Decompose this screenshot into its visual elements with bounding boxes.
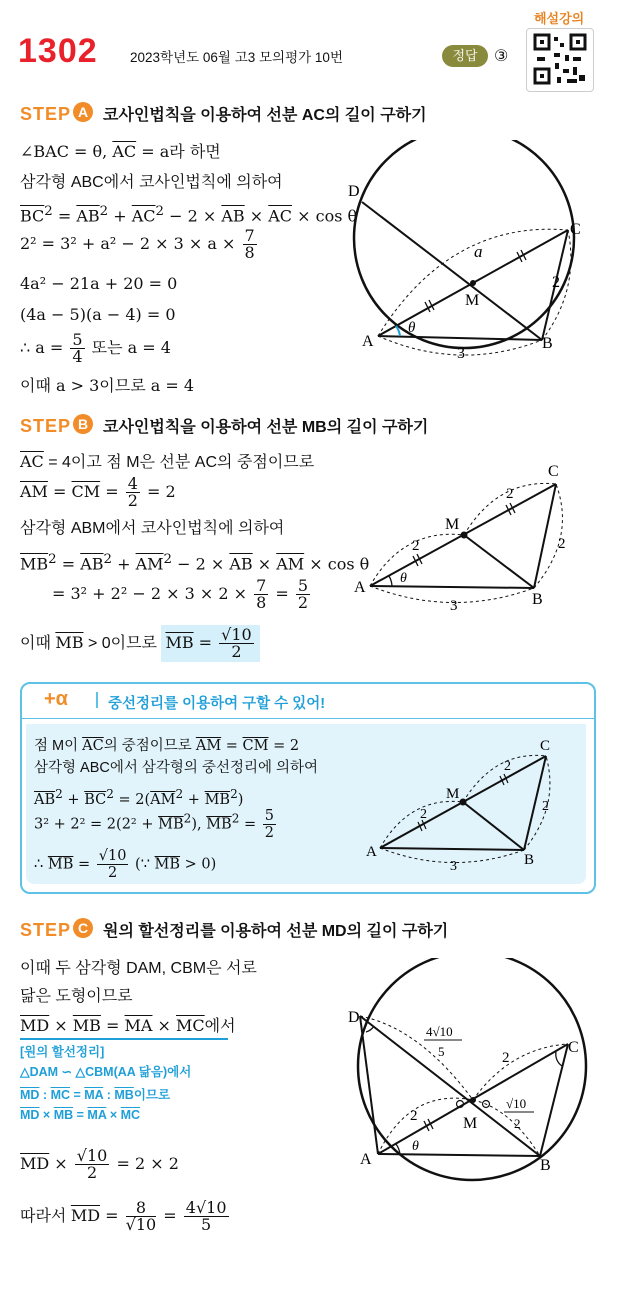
step-a-line-2 xyxy=(20,172,283,193)
numerator: 5 xyxy=(297,576,309,595)
text: = 4이고 점 M은 선분 AC의 중점이므로 xyxy=(43,454,315,471)
label-m: M xyxy=(445,516,460,533)
label-c: C xyxy=(568,1039,579,1056)
label-m: M xyxy=(446,786,460,802)
step-a-line-8: 이때 a > 3이므로 a = 4 xyxy=(20,376,195,395)
diagram-median-theorem xyxy=(360,736,570,876)
segment-am: $\overline{AM}$ xyxy=(276,554,305,574)
segment-mb: $\overline{MB}$ xyxy=(204,791,231,808)
label-ab-3: 3 xyxy=(450,598,458,614)
label-mc-2: 2 xyxy=(504,759,511,774)
denominator: 2 xyxy=(107,865,118,881)
segment-ab: $\overline{AB}$ xyxy=(76,206,100,226)
segment-mb: $\overline{MB}$ xyxy=(206,816,232,833)
segment-ac: $\overline{AC}$ xyxy=(112,142,137,161)
qr-label: 해설강의 xyxy=(534,11,585,26)
step-b-heading xyxy=(20,414,428,437)
text: 이때 두 삼각형 DAM, CBM은 서로 xyxy=(20,960,257,977)
label-mb-denominator: 2 xyxy=(514,1116,521,1131)
label-am-2: 2 xyxy=(420,807,427,822)
problem-number: 1302 xyxy=(18,32,98,70)
label-b: B xyxy=(542,335,553,352)
label-theta: θ xyxy=(412,1139,419,1154)
label-am-2: 2 xyxy=(412,538,420,554)
step-b-line-6 xyxy=(20,625,260,662)
segment-mb: $\overline{MB}$ xyxy=(114,1088,134,1102)
segment-mb: $\overline{MB}$ xyxy=(154,856,181,873)
step-c-line-3: $\overline{MD} \times \overline{MB} = \overline{MA} \times \overline{MC}$에서 xyxy=(20,1016,236,1035)
divider xyxy=(96,692,98,708)
text: ), xyxy=(191,816,207,833)
plus-line-3: $\overline{AB}^2 + \overline{BC}^2 = 2(\overline{AM}^2 + \overline{MB}^2)$ xyxy=(34,787,244,808)
text: = a라 하면 xyxy=(136,142,221,161)
segment-ac: $\overline{AC}$ xyxy=(268,206,293,226)
segment-mb: $\overline{MB}$ xyxy=(20,554,49,574)
label-side-2: 2 xyxy=(552,274,560,291)
label-ab-3: 3 xyxy=(450,859,457,874)
fraction-4root10-5 xyxy=(184,1200,229,1233)
tip-underline xyxy=(20,1038,228,1040)
plus-line-4: $3^2 + 2^2 = 2(2^2 + \overline{MB}^2)$, $\overline{MB}^2$ = $\frac{5}{2}$ xyxy=(34,808,275,841)
segment-ma: $\overline{MA}$ xyxy=(84,1088,104,1102)
step-a-line-4 xyxy=(20,228,259,261)
label-side-a: a xyxy=(474,242,483,261)
tip-line-2: $\overline{MD}$ : $\overline{MC} = \overline{MA}$ : $\overline{MB}$이므로 xyxy=(20,1088,171,1102)
segment-mb: $\overline{MB}$ xyxy=(47,856,74,873)
segment-ab: $\overline{AB}$ xyxy=(34,791,56,808)
step-c-title: 원의 할선정리를 이용하여 선분 MD의 길이 구하기 xyxy=(103,923,449,940)
step-a-title: 코사인법칙을 이용하여 선분 AC의 길이 구하기 xyxy=(103,107,427,124)
fraction-4-2 xyxy=(126,476,140,509)
segment-mc: $\overline{MC}$ xyxy=(176,1016,205,1035)
label-b: B xyxy=(532,591,543,608)
label-d: D xyxy=(348,183,360,200)
answer-badge xyxy=(442,45,488,67)
step-b-badge: B xyxy=(73,414,93,434)
label-b: B xyxy=(540,1157,551,1174)
label-a: A xyxy=(360,1151,372,1168)
label-m: M xyxy=(465,292,480,309)
tip-line-3: $\overline{MD} \times \overline{MB} = \overline{MA} \times \overline{MC}$ xyxy=(20,1108,141,1122)
segment-cm: $\overline{CM}$ xyxy=(242,738,269,754)
step-c-line-1 xyxy=(20,958,257,979)
label-c: C xyxy=(570,221,581,238)
text: 삼각형 ABM에서 코사인법칙에 의하여 xyxy=(20,520,285,537)
step-c-badge: C xyxy=(73,918,93,938)
step-c-heading xyxy=(20,918,448,941)
segment-mc: $\overline{MC}$ xyxy=(50,1088,71,1102)
label-c: C xyxy=(548,463,559,480)
step-c-line-5: $\overline{MD}$ × $\frac{√10}{2}$ = 2 × 2 xyxy=(20,1146,179,1182)
label-mb-numerator: √10 xyxy=(506,1096,527,1111)
label-theta: θ xyxy=(400,571,407,586)
text: > 0이므로 xyxy=(83,635,162,652)
segment-am: $\overline{AM}$ xyxy=(20,482,48,501)
segment-mc: $\overline{MC}$ xyxy=(120,1108,141,1122)
text: ∠BAC = θ, xyxy=(20,142,108,161)
step-b-line-5: = 3² + 2² − 2 × 3 × 2 × $\frac{7}{8}$ = $\frac{5}{2}$ xyxy=(52,576,309,612)
numerator: √10 xyxy=(98,848,127,864)
label-bc-2: 2 xyxy=(542,799,549,814)
denominator: 2 xyxy=(127,491,138,510)
segment-ma: $\overline{MA}$ xyxy=(87,1108,107,1122)
denominator: 2 xyxy=(264,825,275,841)
text: = 3² + 2² − 2 × 3 × 2 × xyxy=(52,584,248,603)
plus-alpha-title: 중선정리를 이용하여 구할 수 있어! xyxy=(108,696,326,712)
fraction-5-2 xyxy=(263,808,276,841)
segment-ab-line xyxy=(378,336,542,340)
diagram-secant-theorem xyxy=(330,958,620,1188)
step-a-heading xyxy=(20,102,427,125)
segment-md: $\overline{MD}$ xyxy=(20,1088,40,1102)
tip-title: [원의 할선정리] xyxy=(20,1045,105,1059)
segment-mb: $\overline{MB}$ xyxy=(55,633,84,652)
step-b-line-4: $\overline{MB}^2 = \overline{AB}^2 + \overline{AM}^2 - 2 \times \overline{AB} \times \overline{AM} \times \cos \theta$ xyxy=(20,552,370,574)
label-a: A xyxy=(366,844,377,860)
text: ∴ a = xyxy=(20,338,64,357)
fraction-7-8 xyxy=(254,578,268,611)
step-b-line-3 xyxy=(20,518,284,539)
fraction-root10-2 xyxy=(97,848,129,881)
denominator: 2 xyxy=(297,593,309,612)
step-c-label: STEP xyxy=(20,920,72,940)
segment-da-line xyxy=(360,1016,378,1154)
step-a-line-5: 4a² − 21a + 20 = 0 xyxy=(20,274,178,293)
segment-bc: $\overline{BC}$ xyxy=(20,206,45,226)
label-mc-2: 2 xyxy=(502,1050,510,1066)
step-b-title: 코사인법칙을 이용하여 선분 MB의 길이 구하기 xyxy=(103,419,429,436)
qr-code-icon xyxy=(527,29,593,91)
answer-value: ③ xyxy=(494,48,509,65)
segment-mb: $\overline{MB}$ xyxy=(165,633,194,652)
label-mc-2: 2 xyxy=(506,486,514,502)
segment-ma: $\overline{MA}$ xyxy=(124,1016,153,1035)
text: 2² = 3² + a² − 2 × 3 × a × xyxy=(20,234,236,253)
segment-mb: $\overline{MB}$ xyxy=(72,1016,101,1035)
plus-alpha-badge: +α xyxy=(44,688,68,710)
text: 삼각형 ABC에서 코사인법칙에 의하여 xyxy=(20,174,283,191)
numerator: √10 xyxy=(76,1146,108,1165)
denominator: 2 xyxy=(86,1163,98,1182)
fraction-8-root10 xyxy=(126,1200,157,1233)
text: > 0) xyxy=(180,856,217,873)
plus-line-5: ∴ $\overline{MB}$ = $\frac{√10}{2}$ (∵ $\overline{MB} > 0$) xyxy=(34,848,217,881)
text: 따라서 xyxy=(20,1208,71,1225)
label-d: D xyxy=(348,1009,360,1026)
text: (∵ xyxy=(130,856,155,873)
answer-label: 정답 xyxy=(452,48,478,63)
step-a-line-1 xyxy=(20,142,221,162)
fraction-7-8 xyxy=(243,228,257,261)
text: ∴ xyxy=(34,856,48,873)
step-b-line-1 xyxy=(20,452,314,473)
label-b: B xyxy=(524,852,535,868)
numerator: 4 xyxy=(127,474,138,493)
text: = 2 xyxy=(141,482,176,501)
text: 닮은 도형이므로 xyxy=(20,988,133,1005)
segment-ab: $\overline{AB}$ xyxy=(80,554,104,574)
text: 3² + 2² = 2(2² + xyxy=(34,816,159,833)
numerator: √10 xyxy=(221,625,252,644)
label-theta: θ xyxy=(408,320,416,336)
text: = 2 × 2 xyxy=(111,1154,179,1173)
segment-md: $\overline{MD}$ xyxy=(70,1206,101,1225)
step-b-line-2: $\overline{AM} = \overline{CM}$ = $\frac{4}{2}$ = 2 xyxy=(20,474,176,510)
tip-line-1: △DAM ∽ △CBM(AA 닮음)에서 xyxy=(20,1065,192,1079)
step-a-label: STEP xyxy=(20,104,72,124)
segment-ac: $\overline{AC}$ xyxy=(131,206,156,226)
segment-am: $\overline{AM}$ xyxy=(195,738,222,754)
result-highlight: $\overline{MB}$ = $\frac{√10}{2}$ xyxy=(161,625,259,662)
text: 점 M이 xyxy=(34,738,83,754)
text: = 2( xyxy=(113,791,151,808)
fraction-5-4 xyxy=(70,332,84,365)
segment-ac: $\overline{AC}$ xyxy=(20,452,44,471)
text: 이때 xyxy=(20,635,56,652)
segment-cm: $\overline{CM}$ xyxy=(71,482,101,501)
fraction-root10-2 xyxy=(75,1148,110,1181)
segment-md: $\overline{MD}$ xyxy=(20,1108,40,1122)
fraction-root10-2 xyxy=(219,627,254,660)
plus-line-2 xyxy=(34,758,318,778)
label-c: C xyxy=(540,738,551,754)
label-a: A xyxy=(362,333,374,350)
segment-mb: $\overline{MB}$ xyxy=(53,1108,74,1122)
step-a-line-3: $\overline{BC}^2 = \overline{AB}^2 + \overline{AC}^2 - 2 \times \overline{AB} \times \overline{AC} \times \cos \theta$ xyxy=(20,204,358,226)
segment-bc-line xyxy=(540,1044,568,1156)
label-bc-2: 2 xyxy=(558,536,566,552)
step-a-line-6: (4a − 5)(a − 4) = 0 xyxy=(20,305,176,324)
segment-am: $\overline{AM}$ xyxy=(150,791,176,808)
denominator: 4 xyxy=(72,347,83,366)
segment-ab: $\overline{AB}$ xyxy=(229,554,253,574)
text: 에서 xyxy=(204,1018,236,1035)
problem-source: 2023학년도 06월 고3 모의평가 10번 xyxy=(130,50,343,65)
denominator: 2 xyxy=(231,642,242,661)
label-am-2: 2 xyxy=(410,1108,418,1124)
segment-ab: $\overline{AB}$ xyxy=(221,206,245,226)
numerator: 4√10 xyxy=(185,1198,227,1217)
step-b-label: STEP xyxy=(20,416,72,436)
segment-ab-line xyxy=(370,586,534,588)
step-c-line-6: 따라서 $\overline{MD}$ = $\frac{8}{√10}$ = $\frac{4√10}{5}$ xyxy=(20,1198,227,1234)
text: 의 중점이므로 xyxy=(103,738,196,754)
step-a-line-7 xyxy=(20,332,171,365)
label-md-numerator: 4√10 xyxy=(426,1024,453,1039)
numerator: 7 xyxy=(244,226,255,245)
qr-code[interactable] xyxy=(526,28,594,92)
step-c-line-2 xyxy=(20,986,133,1007)
numerator: 7 xyxy=(256,576,267,595)
denominator: 5 xyxy=(201,1215,212,1234)
diagram-triangle-abm xyxy=(348,458,588,618)
label-m: M xyxy=(463,1115,478,1132)
segment-mb-line xyxy=(464,535,534,588)
label-a: A xyxy=(354,579,366,596)
step-a-badge: A xyxy=(73,102,93,122)
denominator: 8 xyxy=(244,243,255,262)
text: 이므로 xyxy=(133,1088,171,1102)
text: 또는 a = 4 xyxy=(91,338,171,357)
segment-bc: $\overline{BC}$ xyxy=(84,791,107,808)
segment-md: $\overline{MD}$ xyxy=(20,1016,50,1035)
denominator: √10 xyxy=(125,1215,157,1234)
diagram-circle-abc xyxy=(330,140,620,370)
label-side-3: 3 xyxy=(457,345,465,362)
text: 삼각형 ABC에서 삼각형의 중선정리에 의하여 xyxy=(34,760,319,776)
segment-am: $\overline{AM}$ xyxy=(135,554,164,574)
numerator: 8 xyxy=(126,1200,157,1217)
denominator: 8 xyxy=(256,593,267,612)
label-md-denominator: 5 xyxy=(438,1044,445,1059)
plus-line-1: 점 M이 $\overline{AC}$의 중점이므로 $\overline{AM} = \overline{CM} = 2$ xyxy=(34,738,300,754)
segment-mb: $\overline{MB}$ xyxy=(158,816,184,833)
segment-md: $\overline{MD}$ xyxy=(20,1154,50,1173)
numerator: 5 xyxy=(264,808,275,824)
segment-ac: $\overline{AC}$ xyxy=(82,738,104,754)
numerator: 5 xyxy=(72,330,83,349)
fraction-5-2 xyxy=(296,578,310,611)
